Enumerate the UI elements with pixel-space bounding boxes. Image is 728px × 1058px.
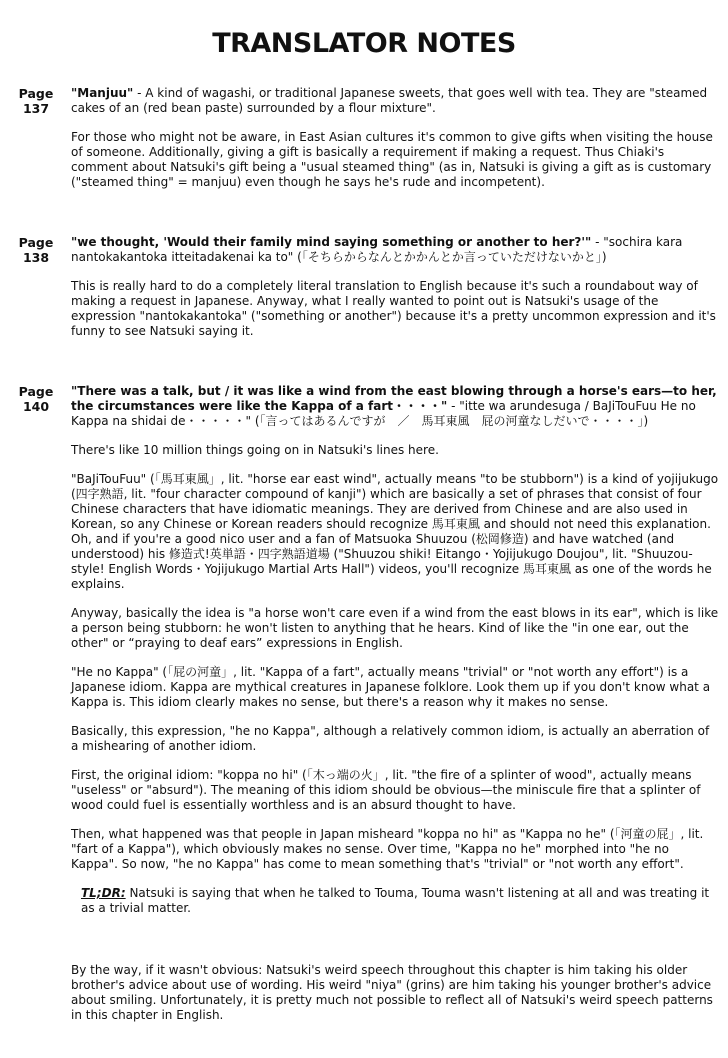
note-body <box>71 384 719 930</box>
note-body <box>71 235 719 353</box>
note-paragraph: There's like 10 million things going on in Natsuki's lines here. <box>71 443 439 457</box>
note-heading: "There was a talk, but / it was like a wind from the east blowing through a horse's ears—to her, the circumstances were like the Kappa of a fart・・・・" <box>71 384 717 413</box>
page-word: Page <box>18 384 54 399</box>
page-label <box>14 384 58 414</box>
note-heading: "Manjuu" <box>71 86 134 100</box>
page-title: TRANSLATOR NOTES <box>212 28 516 59</box>
note-paragraph: "He no Kappa" (「屁の河童」, lit. "Kappa of a fart", actually means "trivial" or "not worth any effort") is a Japanese idiom. Kappa are mythical creatures in Japanese folklore. Look them up if you don't know what a Kappa is. This idiom clearly makes no sense, but there's a reason why it makes no sense. <box>71 665 711 709</box>
note-text: - "itte wa arundesuga / BaJiTouFuu He no Kappa na shidai de・・・・・" (「言ってはあるんですが ／ 馬耳東風 屁の河童なしだいで・・・・」) <box>71 399 696 428</box>
note-heading: "we thought, 'Would their family mind saying something or another to her?'" <box>71 235 592 249</box>
note-paragraph: "BaJiTouFuu" (「馬耳東風」, lit. "horse ear east wind", actually means "to be stubborn") is a kind of yojijukugo (四字熟語, lit. "four character compound of kanji") which are basically a set of phrases that consist of four Chinese characters that have idiomatic meanings. They are derived from Chinese and are also used in Korean, so any Chinese or Korean readers should recognize 馬耳東風 and should not need this explanation. Oh, and if you're a good nico user and a fan of Matsuoka Shuuzou (松岡修造) and have watched (and understood) his 修造式!英単語・四字熟語道場 ("Shuuzou shiki! Eitango・Yojijukugo Doujou", lit. "Shuuzou-style! English Words・Yojijukugo Martial Arts Hall") videos, you'll recognize 馬耳東風 as one of the words he explains. <box>71 472 719 591</box>
note-paragraph: Then, what happened was that people in Japan misheard "koppa no hi" as "Kappa no he" (「河童の屁」, lit. "fart of a Kappa"), which obviously makes no sense. Over time, "Kappa no he" morphed into "he no Kappa". So now, "he no Kappa" has come to mean something that's "trivial" or "not worth any effort". <box>71 827 704 871</box>
page-word: Page <box>18 235 54 250</box>
note-paragraph: Basically, this expression, "he no Kappa", although a relatively common idiom, is actually an aberration of a mishearing of another idiom. <box>71 724 710 753</box>
tldr-label: TL;DR: <box>81 886 126 900</box>
page-number: 140 <box>22 399 50 414</box>
note-paragraph: This is really hard to do a completely literal translation to English because it's such a roundabout way of making a request in Japanese. Anyway, what I really wanted to point out is Natsuki's usage of the expression "nantokakantoka" ("something or another") because it's a pretty uncommon expression and it's funny to see Natsuki saying it. <box>71 279 716 338</box>
note-paragraph: Anyway, basically the idea is "a horse won't care even if a wind from the east blows in its ear", which is like a person being stubborn: he won't listen to anything that he hears. Kind of like the "in one ear, out the other" or “praying to deaf ears” expressions in English. <box>71 606 719 650</box>
page-number: 138 <box>22 250 50 265</box>
tldr-text: Natsuki is saying that when he talked to Touma, Touma wasn't listening at all and was treating it as a trivial matter. <box>81 886 710 915</box>
note-paragraph: First, the original idiom: "koppa no hi" (「木っ端の火」, lit. "the fire of a splinter of wood", actually means "useless" or "absurd"). The meaning of this idiom should be obvious—the miniscule fire that a splinter of wood could fuel is essentially worthless and is an absurd thought to have. <box>71 768 701 812</box>
note-body <box>71 86 719 204</box>
page-label <box>14 86 58 116</box>
note-text: - A kind of wagashi, or traditional Japanese sweets, that goes well with tea. They are "steamed cakes of an (red bean paste) surrounded by a flour mixture". <box>71 86 708 115</box>
closing-paragraph: By the way, if it wasn't obvious: Natsuki's weird speech throughout this chapter is him taking his older brother's advice about use of wording. His weird "niya" (grins) are him taking his younger brother's advice about smiling. Unfortunately, it is pretty much not possible to reflect all of Natsuki's weird speech patterns in this chapter in English. <box>71 963 713 1022</box>
page-word: Page <box>18 86 54 101</box>
note-paragraph: For those who might not be aware, in East Asian cultures it's common to give gifts when visiting the house of someone. Additionally, giving a gift is basically a requirement if making a request. Thus Chiaki's comment about Natsuki's gift being a "usual steamed thing" (as in, Natsuki is giving a gift as is customary ("steamed thing" = manjuu) even though he says he's rude and incompetent). <box>71 130 713 189</box>
page-number: 137 <box>22 101 50 116</box>
note-text: - "sochira kara nantokakantoka itteitadakenai ka to" (「そちらからなんとかかんとか言っていただけないかと」) <box>71 235 683 264</box>
tldr-summary <box>81 886 719 916</box>
page-label <box>14 235 58 265</box>
